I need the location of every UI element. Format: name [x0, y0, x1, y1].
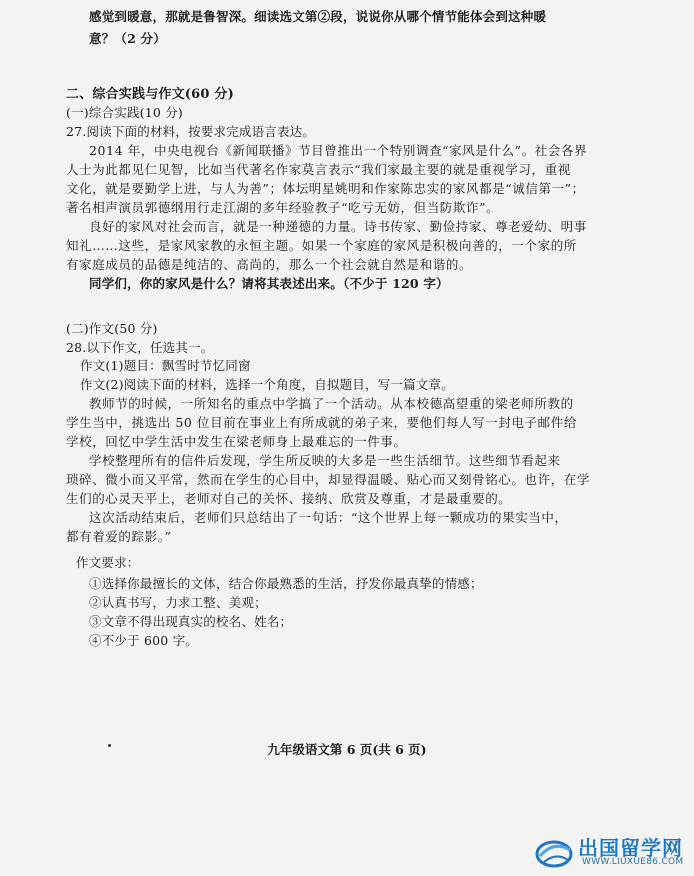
essay-requirement: ①选择你最擅长的文体，结合你最熟悉的生活，抒发你最真挚的情感；: [89, 576, 483, 591]
q28-material-line: 学生当中，挑选出 50 位目前在事业上有所成就的弟子来，要他们每人写一封电子邮件给: [66, 415, 577, 430]
q28-material-line: 琐碎、微小而又平常，然而在学生的心目中，却显得温暖、贴心而又刻骨铭心。也许，在学: [66, 472, 591, 487]
prev-question-line-2: 意？（2 分）: [89, 31, 166, 46]
essay-requirements-title: 作文要求：: [76, 555, 140, 570]
q27-material-line: 著名相声演员郭德纲用行走江湖的多年经验教子“吃亏无妨，但当防欺诈”。: [66, 200, 500, 215]
q28-material-line: 教师节的时候，一所知名的重点中学搞了一个活动。从本校德高望重的梁老师所教的: [89, 396, 574, 411]
page-footer: 九年级语文第 6 页(共 6 页): [267, 742, 427, 757]
watermark-url: WWW.LIUXUE86.COM: [582, 857, 684, 867]
essay-requirement: ④不少于 600 字。: [89, 633, 199, 648]
q28-material-line: 都有着爱的踪影。”: [66, 529, 172, 544]
globe-swirl-icon: [534, 834, 574, 870]
prev-question-line-1: 感觉到暖意，那就是鲁智深。细读选文第②段，说说你从哪个情节能体会到这种暖: [89, 9, 547, 24]
q27-prompt: 27.阅读下面的材料，按要求完成语言表达。: [66, 124, 316, 139]
q28-option-2: 作文(2)阅读下面的材料，选择一个角度，自拟题目，写一篇文章。: [80, 377, 454, 392]
section-2-title: 二、综合实践与作文(60 分): [66, 87, 234, 102]
part-2-title: (二)作文(50 分): [66, 321, 158, 336]
q27-material-line: 有家庭成员的品德是纯洁的、高尚的，那么一个社会就自然是和谐的。: [66, 257, 473, 272]
q28-prompt: 28.以下作文，任选其一。: [66, 340, 214, 355]
part-1-title: (一)综合实践(10 分): [66, 105, 183, 120]
q27-material-line: 良好的家风对社会而言，就是一种递德的力量。诗书传家、勤俭持家、尊老爱幼、明事: [89, 219, 587, 234]
q28-material-line: 学校，回忆中学生活中发生在梁老师身上最难忘的一件事。: [66, 434, 407, 449]
q28-option-1: 作文(1)题目：飘雪时节忆同窗: [80, 358, 251, 373]
q27-material-line: 知礼……这些，是家风家教的永恒主题。如果一个家庭的家风是积极向善的，一个家的所: [66, 238, 577, 253]
q27-question: 同学们，你的家风是什么？请将其表述出来。（不少于 120 字）: [89, 276, 449, 291]
watermark-name: 出国留学网: [578, 836, 683, 860]
essay-requirement: ②认真书写，力求工整、美观；: [89, 595, 267, 610]
q28-material-line: 学校整理所有的信件后发现，学生所反映的大多是一些生活细节。这些细节看起来: [89, 453, 561, 468]
q27-material-line: 2014 年，中央电视台《新闻联播》节目曾推出一个特别调查“家风是什么”。社会各界: [89, 143, 588, 158]
q27-material-line: 文化，就是要勤学上进，与人为善”；体坛明星姚明和作家陈忠实的家风都是“诚信第一”；: [66, 181, 585, 196]
watermark-logo: [530, 830, 690, 874]
q28-material-line: 生们的心灵天平上，老师对自己的关怀、接纳、欣赏及尊重，才是最重要的。: [66, 491, 512, 506]
essay-requirement: ③文章不得出现真实的校名、姓名；: [89, 614, 293, 629]
q28-material-line: 这次活动结束后，老师们只总结出了一句话：“这个世界上每一颗成功的果实当中，: [89, 510, 568, 525]
q27-material-line: 人士为此都见仁见智，比如当代著名作家莫言表示“我们家最主要的就是重视学习，重视: [66, 162, 571, 177]
